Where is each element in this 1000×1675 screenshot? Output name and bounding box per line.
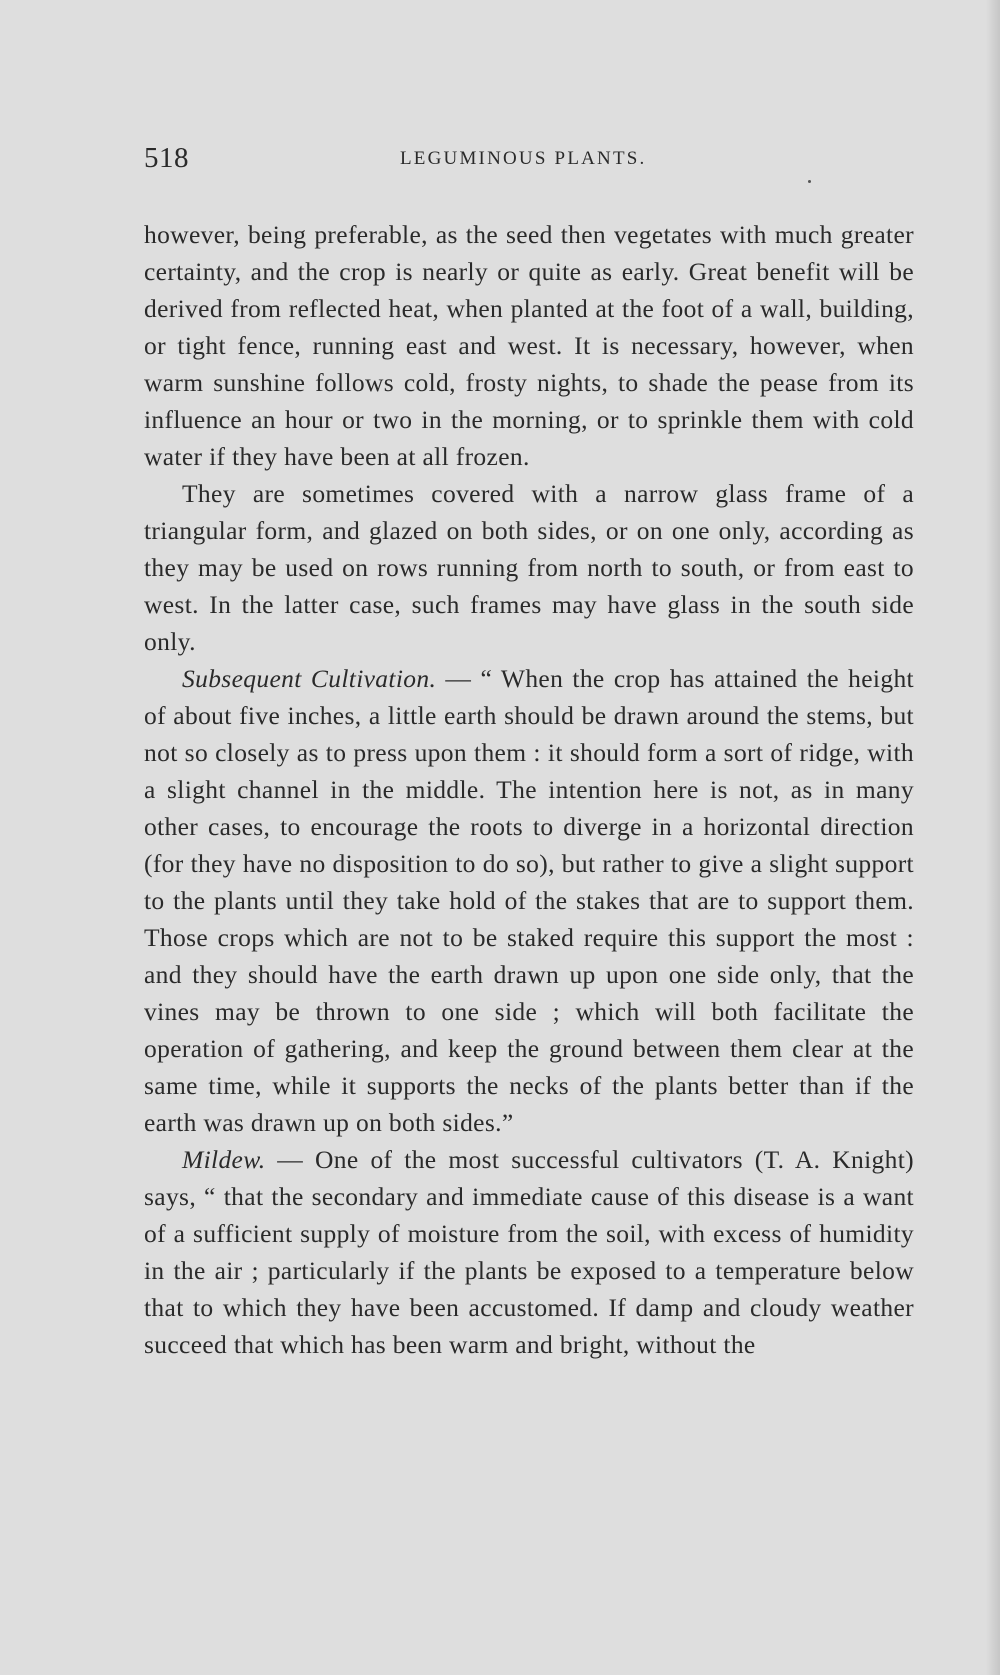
paragraph-1-text: however, being preferable, as the seed then vegetates with much greater certainty, and the crop is nearly or quite as early. Great benefit will be derived from reflected heat, when planted at the foot of a wall, building, or tight fence, running east and west. It is necessary, however, when warm sunshine follows cold, frosty nights, to shade the pease from its influence an hour or two in the morning, or to sprinkle them with cold water if they have been at all frozen. (144, 220, 914, 471)
paragraph-4 (144, 1141, 914, 1363)
running-title: LEGUMINOUS PLANTS. (400, 148, 647, 169)
paragraph-3-text: — “ When the crop has attained the height of about five inches, a little earth should be drawn around the stems, but not so closely as to press upon them : it should form a sort of ridge, with a slight channel in the middle. The intention here is not, as in many other cases, to encourage the roots to diverge in a horizontal direction (for they have no disposition to do so), but rather to give a slight support to the plants until they take hold of the stakes that are to support them. Those crops which are not to be staked require this support the most : and they should have the earth drawn up upon one side only, that the vines may be thrown to one side ; which will both facilitate the operation of gathering, and keep the ground between them clear at the same time, while it supports the necks of the plants better than if the earth was drawn up on both sides.” (144, 664, 914, 1137)
paragraph-4-text: — One of the most successful cultivators (T. A. Knight) says, “ that the secondary and immediate cause of this disease is a want of a sufficient supply of moisture from the soil, with excess of humidity in the air ; particularly if the plants be exposed to a temperature below that to which they have been accustomed. If damp and cloudy weather succeed that which has been warm and bright, without the (144, 1145, 914, 1359)
body-text (144, 216, 914, 1363)
page-number: 518 (144, 142, 189, 174)
running-head (144, 142, 914, 182)
print-speck (808, 180, 811, 183)
section-heading-subsequent-cultivation: Subsequent Cultivation. (182, 664, 437, 693)
paragraph-2-text: They are sometimes covered with a narrow glass frame of a triangular form, and glazed on both sides, or on one only, according as they may be used on rows running from north to south, or from east to west. In the latter case, such frames may have glass in the south side only. (144, 479, 914, 656)
paragraph-3 (144, 660, 914, 1141)
page-edge-shadow (986, 0, 1000, 1675)
section-heading-mildew: Mildew. (182, 1145, 266, 1174)
paragraph-2 (144, 475, 914, 660)
paragraph-1 (144, 216, 914, 475)
